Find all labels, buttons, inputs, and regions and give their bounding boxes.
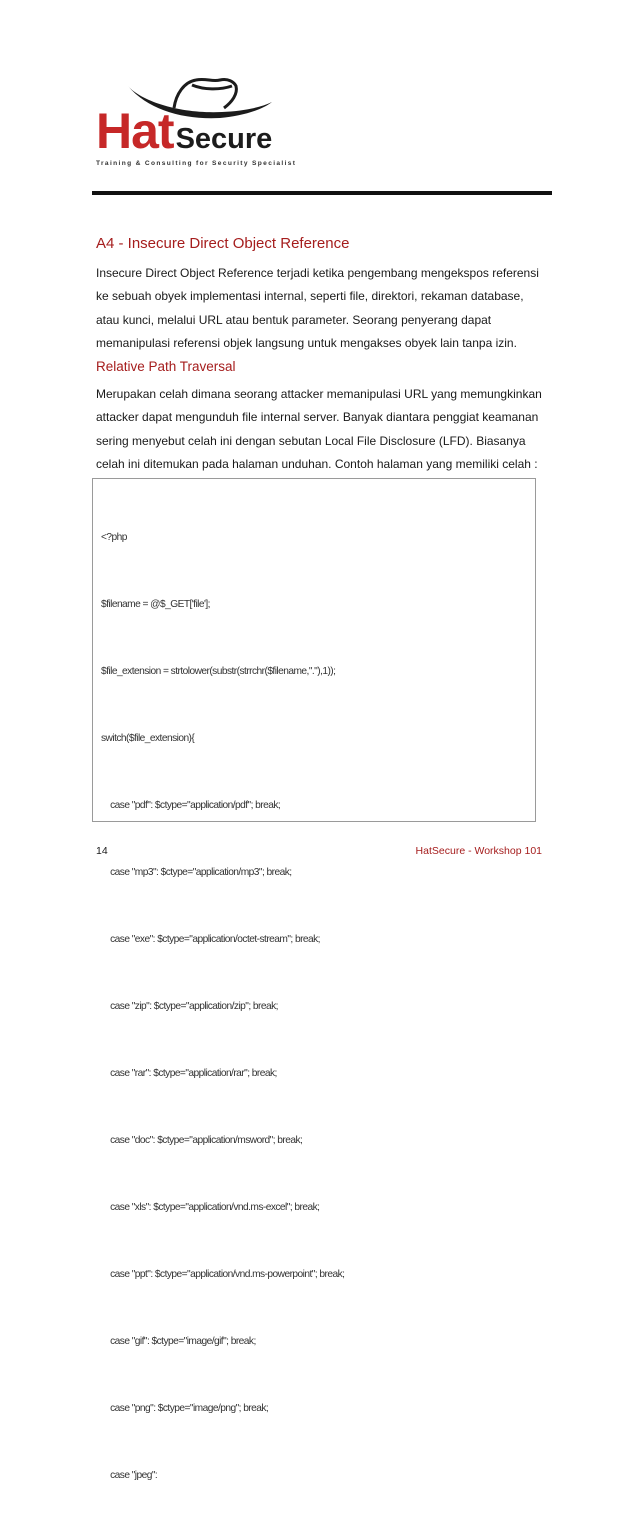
code-line: switch($file_extension){ [101,732,195,744]
code-line: case "gif": $ctype="image/gif"; break; [101,1336,256,1348]
logo-wordmark [96,103,273,159]
section-title: A4 - Insecure Direct Object Reference [96,235,350,252]
intro-line: ke sebuah obyek implementasi internal, seperti file, direktori, rekaman database, [96,289,524,304]
intro-paragraph [96,262,546,355]
intro-line: memanipulasi referensi objek langsung untuk mengakses obyek lain tanpa izin. [96,335,517,350]
logo-text-hat: Hat [96,103,174,159]
page-number: 14 [96,845,108,857]
code-line: $filename = @$_GET['file']; [101,598,210,610]
subsection-line: attacker dapat mengunduh file internal server. Banyak diantara penggiat keamanan [96,410,539,425]
code-line: case "exe": $ctype="application/octet-stream"; break; [101,933,320,945]
code-line: <?php [101,531,127,543]
logo-tagline: Training & Consulting for Security Specialist [96,160,297,167]
code-line: case "rar": $ctype="application/rar"; break; [101,1067,277,1079]
code-listing [101,482,344,1532]
code-line: $file_extension = strtolower(substr(strrchr($filename,"."),1)); [101,665,336,677]
hatsecure-logo [92,72,297,176]
code-line: case "jpeg": [101,1470,158,1482]
logo-text-secure: Secure [175,123,273,155]
subsection-paragraph [96,383,546,476]
footer-title: HatSecure - Workshop 101 [415,845,542,857]
subsection-title: Relative Path Traversal [96,359,236,374]
header-rule [92,191,552,195]
code-line: case "pdf": $ctype="application/pdf"; break; [101,799,281,811]
subsection-line: sering menyebut celah ini dengan sebutan Local File Disclosure (LFD). Biasanya [96,433,526,448]
intro-line: Insecure Direct Object Reference terjadi ketika pengembang mengekspos referensi [96,266,539,280]
intro-line: atau kunci, melalui URL atau bentuk parameter. Seorang penyerang dapat [96,312,492,327]
subsection-line: Merupakan celah dimana seorang attacker memanipulasi URL yang memungkinkan [96,387,542,401]
code-line: case "ppt": $ctype="application/vnd.ms-powerpoint"; break; [101,1269,345,1281]
code-line: case "mp3": $ctype="application/mp3"; break; [101,866,292,878]
code-line: case "png": $ctype="image/png"; break; [101,1403,269,1415]
subsection-line: celah ini ditemukan pada halaman unduhan. Contoh halaman yang memiliki celah : [96,456,538,471]
code-line: case "doc": $ctype="application/msword"; break; [101,1134,303,1146]
code-line: case "xls": $ctype="application/vnd.ms-excel"; break; [101,1202,320,1213]
code-line: case "zip": $ctype="application/zip"; break; [101,1000,278,1012]
